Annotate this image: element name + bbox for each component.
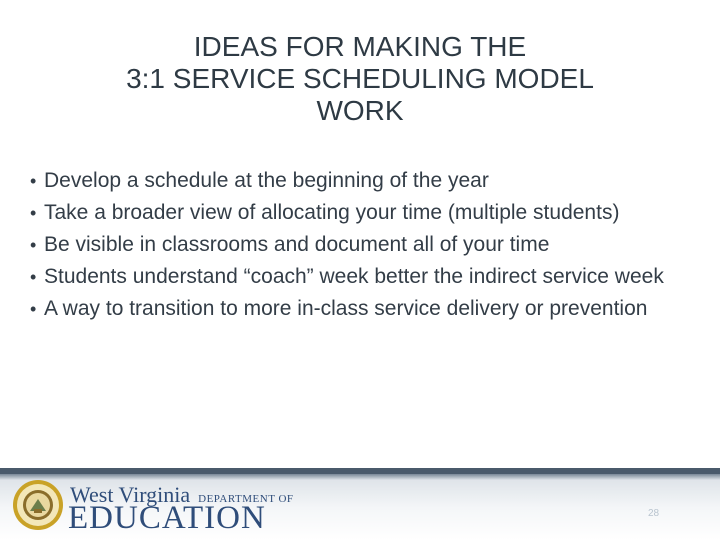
title-line-3: WORK	[316, 94, 404, 126]
footer-band	[0, 468, 720, 474]
page-number: 28	[648, 508, 660, 519]
bullet-item: • Take a broader view of allocating your time (multiple students)	[30, 200, 700, 226]
department-of-label: DEPARTMENT OF	[198, 493, 294, 505]
title-line-1: IDEAS FOR MAKING THE	[193, 30, 527, 62]
bullet-item: • Be visible in classrooms and document all of your time	[30, 232, 700, 258]
bullet-item: • A way to transition to more in-class service delivery or prevention	[30, 296, 700, 322]
bullet-list	[30, 168, 700, 328]
state-name: West Virginia	[70, 482, 191, 507]
slide-title	[40, 31, 680, 127]
bullet-item: • Develop a schedule at the beginning of the year	[30, 168, 700, 194]
state-seal-icon	[12, 479, 64, 531]
education-wordmark: EDUCATION	[68, 500, 266, 536]
bullet-item: • Students understand “coach” week better the indirect service week	[30, 264, 700, 290]
title-line-2: 3:1 SERVICE SCHEDULING MODEL	[126, 62, 594, 94]
